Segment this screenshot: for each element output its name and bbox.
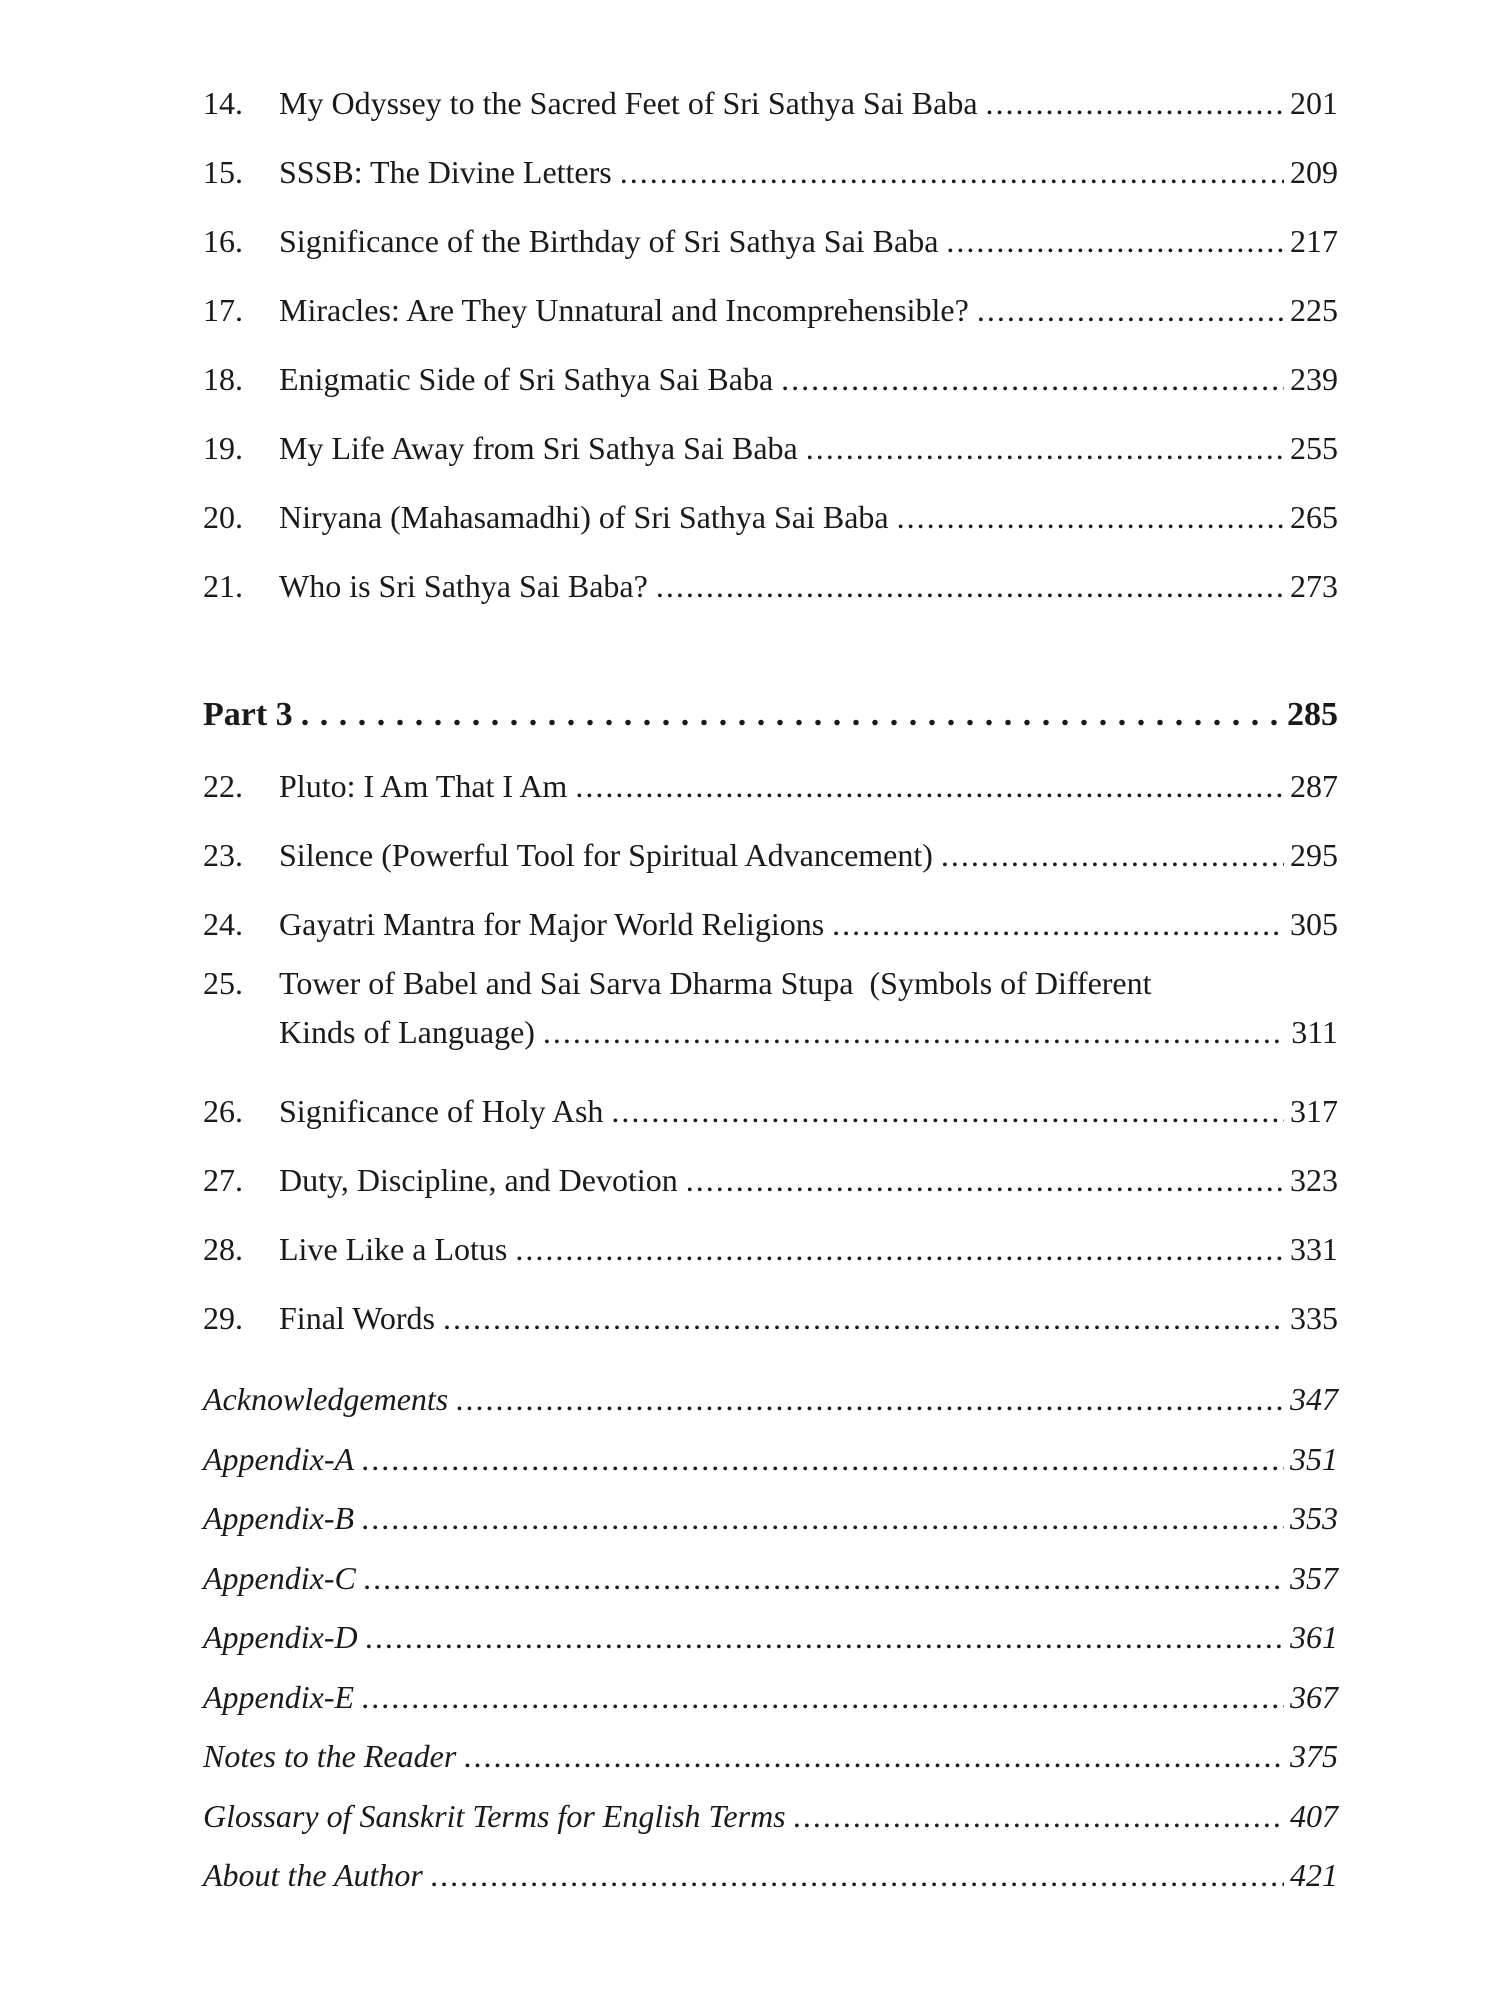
dot-leader xyxy=(301,677,1281,752)
chapter-title: Significance of Holy Ash xyxy=(279,1093,604,1129)
page-number: 285 xyxy=(1287,696,1338,733)
chapter-number: 26. xyxy=(203,1093,243,1129)
dot-leader xyxy=(941,821,1284,890)
page-number: 317 xyxy=(1290,1093,1338,1129)
page-number: 361 xyxy=(1290,1619,1338,1655)
toc-entry-19[interactable] xyxy=(203,414,1338,483)
toc-entry-notes-to-reader[interactable] xyxy=(203,1727,1338,1787)
chapter-title: Tower of Babel and Sai Sarva Dharma Stupa (Symbols of Different xyxy=(279,965,1152,1001)
toc-entry-23[interactable] xyxy=(203,821,1338,890)
page-number: 217 xyxy=(1290,223,1338,259)
toc-entry-glossary[interactable] xyxy=(203,1787,1338,1847)
chapter-title: Gayatri Mantra for Major World Religions xyxy=(279,906,825,942)
chapter-title-line-1 xyxy=(203,959,1338,1007)
chapter-title: Final Words xyxy=(279,1300,435,1336)
toc-entry-appendix-c[interactable] xyxy=(203,1549,1338,1609)
top-spacer xyxy=(203,0,1338,69)
page-number: 367 xyxy=(1290,1678,1338,1715)
chapter-title: My Odyssey to the Sacred Feet of Sri Sathya Sai Baba xyxy=(279,85,978,121)
chapter-title: Significance of the Birthday of Sri Sathya Sai Baba xyxy=(279,223,939,259)
page-number: 305 xyxy=(1290,906,1338,942)
toc-entry-25[interactable] xyxy=(203,959,1338,1077)
page-number: 273 xyxy=(1290,568,1338,604)
toc-entry-15[interactable] xyxy=(203,138,1338,207)
dot-leader xyxy=(986,69,1284,138)
dot-leader xyxy=(620,138,1284,207)
table-of-contents xyxy=(203,0,1338,1906)
chapter-title: Silence (Powerful Tool for Spiritual Advancement) xyxy=(279,837,933,873)
back-matter-title: Notes to the Reader xyxy=(203,1738,457,1774)
page-number: 357 xyxy=(1290,1559,1338,1596)
page-number: 375 xyxy=(1290,1738,1338,1774)
chapter-number: 27. xyxy=(203,1162,243,1198)
page-number: 407 xyxy=(1290,1797,1338,1834)
toc-entry-20[interactable] xyxy=(203,483,1338,552)
dot-leader xyxy=(456,1370,1284,1430)
chapter-number: 19. xyxy=(203,430,243,466)
toc-entry-18[interactable] xyxy=(203,345,1338,414)
dot-leader xyxy=(806,414,1284,483)
toc-entry-appendix-d[interactable] xyxy=(203,1608,1338,1668)
chapter-title: Live Like a Lotus xyxy=(279,1231,508,1267)
dot-leader xyxy=(686,1146,1284,1215)
dot-leader xyxy=(575,752,1284,821)
dot-leader xyxy=(364,1549,1284,1609)
page-number: 353 xyxy=(1290,1500,1338,1536)
page-number: 323 xyxy=(1290,1162,1338,1198)
dot-leader xyxy=(362,1489,1284,1549)
toc-entry-28[interactable] xyxy=(203,1215,1338,1284)
chapter-title: Niryana (Mahasamadhi) of Sri Sathya Sai Baba xyxy=(279,499,889,535)
page-number: 265 xyxy=(1290,499,1338,535)
chapter-number: 29. xyxy=(203,1300,243,1336)
toc-entry-22[interactable] xyxy=(203,752,1338,821)
toc-entry-appendix-b[interactable] xyxy=(203,1489,1338,1549)
section-spacer xyxy=(203,1353,1338,1370)
page-number: 331 xyxy=(1290,1231,1338,1267)
chapter-number: 21. xyxy=(203,568,243,604)
page-number: 421 xyxy=(1290,1857,1338,1893)
toc-part-3[interactable] xyxy=(203,677,1338,752)
toc-entry-acknowledgements[interactable] xyxy=(203,1370,1338,1430)
toc-entry-29[interactable] xyxy=(203,1284,1338,1353)
toc-entry-17[interactable] xyxy=(203,276,1338,345)
back-matter-title: Appendix-E xyxy=(203,1678,355,1715)
dot-leader xyxy=(611,1077,1284,1146)
dot-leader xyxy=(656,552,1284,621)
back-matter-title: Acknowledgements xyxy=(203,1381,449,1417)
toc-entry-16[interactable] xyxy=(203,207,1338,276)
back-matter-title: Appendix-D xyxy=(203,1619,358,1655)
chapter-title: SSSB: The Divine Letters xyxy=(279,154,612,190)
page-number: 255 xyxy=(1290,430,1338,466)
chapter-number: 28. xyxy=(203,1231,243,1267)
chapter-number: 14. xyxy=(203,85,243,121)
chapter-title: Pluto: I Am That I Am xyxy=(279,768,568,804)
chapter-title: Miracles: Are They Unnatural and Incomprehensible? xyxy=(279,292,969,328)
dot-leader xyxy=(431,1846,1284,1906)
dot-leader xyxy=(362,1430,1284,1490)
dot-leader xyxy=(515,1215,1284,1284)
chapter-number: 23. xyxy=(203,837,243,873)
dot-leader xyxy=(443,1284,1284,1353)
dot-leader xyxy=(362,1668,1284,1728)
page-number: 239 xyxy=(1290,361,1338,397)
dot-leader xyxy=(794,1787,1284,1847)
toc-entry-appendix-e[interactable] xyxy=(203,1668,1338,1728)
chapter-number: 17. xyxy=(203,292,243,328)
chapter-title: Who is Sri Sathya Sai Baba? xyxy=(279,568,648,604)
back-matter-title: Appendix-A xyxy=(203,1440,355,1477)
toc-entry-21[interactable] xyxy=(203,552,1338,621)
dot-leader xyxy=(897,483,1284,552)
dot-leader xyxy=(366,1608,1284,1668)
chapter-title: Enigmatic Side of Sri Sathya Sai Baba xyxy=(279,361,774,397)
page-number: 311 xyxy=(1291,1014,1338,1050)
chapter-number: 25. xyxy=(203,965,243,1001)
chapter-number: 22. xyxy=(203,768,243,804)
chapter-number: 24. xyxy=(203,906,243,942)
dot-leader xyxy=(781,345,1284,414)
page-number: 201 xyxy=(1290,85,1338,121)
back-matter-title: About the Author xyxy=(203,1857,423,1893)
chapter-title-line-2 xyxy=(203,1007,1338,1057)
dot-leader xyxy=(464,1727,1284,1787)
toc-entry-about-author[interactable] xyxy=(203,1846,1338,1906)
page-number: 225 xyxy=(1290,292,1338,328)
part-title: Part 3 xyxy=(203,696,293,733)
chapter-title: My Life Away from Sri Sathya Sai Baba xyxy=(279,430,798,466)
toc-entry-appendix-a[interactable] xyxy=(203,1430,1338,1490)
toc-entry-26[interactable] xyxy=(203,1077,1338,1146)
dot-leader xyxy=(543,1007,1285,1057)
chapter-title: Duty, Discipline, and Devotion xyxy=(279,1162,678,1198)
page-number: 287 xyxy=(1290,768,1338,804)
page-number: 351 xyxy=(1290,1440,1338,1477)
back-matter-title: Appendix-C xyxy=(203,1559,356,1596)
page-number: 295 xyxy=(1290,837,1338,873)
toc-entry-24[interactable] xyxy=(203,890,1338,959)
page-number: 347 xyxy=(1290,1381,1338,1417)
page-number: 335 xyxy=(1290,1300,1338,1336)
dot-leader xyxy=(832,890,1284,959)
dot-leader xyxy=(946,207,1284,276)
chapter-number: 15. xyxy=(203,154,243,190)
back-matter-title: Appendix-B xyxy=(203,1500,355,1536)
chapter-number: 18. xyxy=(203,361,243,397)
toc-entry-27[interactable] xyxy=(203,1146,1338,1215)
dot-leader xyxy=(977,276,1284,345)
toc-entry-14[interactable] xyxy=(203,69,1338,138)
chapter-number: 20. xyxy=(203,499,243,535)
page-number: 209 xyxy=(1290,154,1338,190)
chapter-number: 16. xyxy=(203,223,243,259)
back-matter-title: Glossary of Sanskrit Terms for English Terms xyxy=(203,1797,786,1834)
chapter-title-continued: Kinds of Language) xyxy=(279,1014,535,1050)
section-spacer xyxy=(203,621,1338,677)
